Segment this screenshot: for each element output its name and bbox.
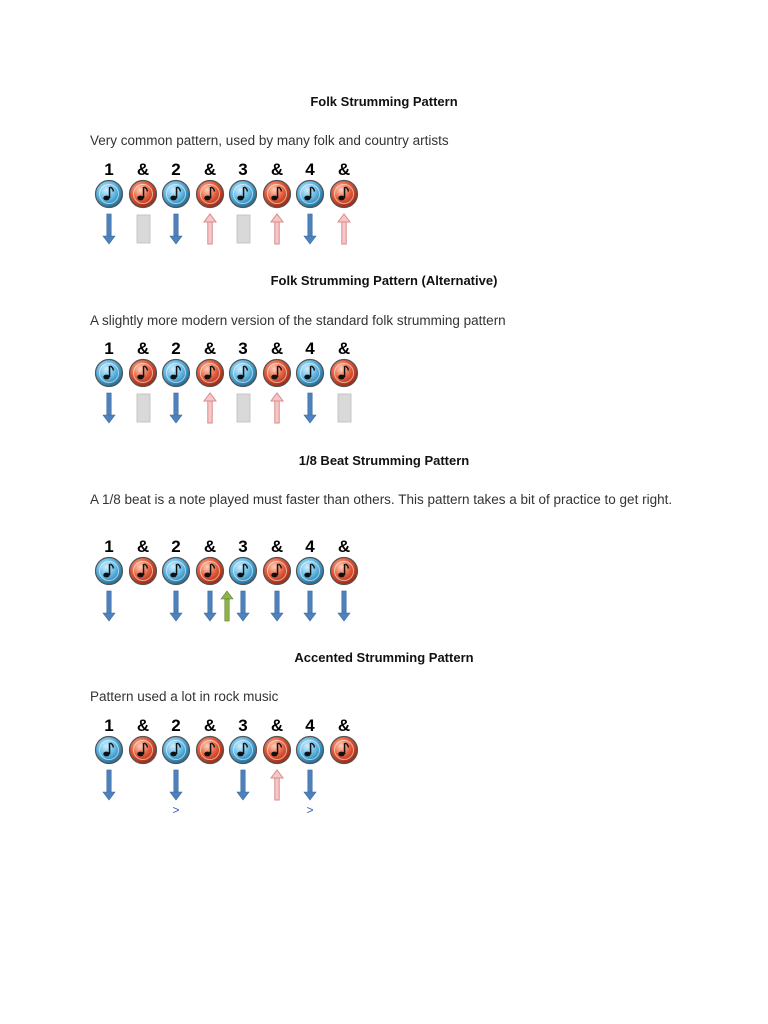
beat-label: 4 — [305, 537, 315, 556]
rest-box-icon — [327, 391, 361, 425]
red-note-ball-icon — [262, 556, 292, 586]
blue-note-ball-icon — [94, 358, 124, 388]
beat-label: 3 — [238, 716, 248, 735]
beat-label: & — [203, 339, 217, 358]
beat-label: & — [136, 160, 150, 179]
strum-pattern — [93, 716, 363, 816]
blue-note-ball-icon — [228, 179, 258, 209]
down-arrow-icon — [293, 768, 327, 802]
red-note-ball-icon — [329, 735, 359, 765]
blue-note-ball-icon — [161, 358, 191, 388]
section-description: Very common pattern, used by many folk and country artists — [90, 133, 449, 148]
down-arrow-icon — [260, 589, 294, 623]
beat-label: 4 — [305, 339, 315, 358]
down-arrow-icon — [159, 589, 193, 623]
beat-label: 3 — [238, 339, 248, 358]
red-note-ball-icon — [329, 556, 359, 586]
beat-label: & — [270, 160, 284, 179]
red-note-ball-icon — [128, 735, 158, 765]
down-arrow-icon — [92, 391, 126, 425]
strum-pattern — [93, 160, 363, 260]
beat-label: 3 — [238, 537, 248, 556]
beat-label: 3 — [238, 160, 248, 179]
red-note-ball-icon — [329, 358, 359, 388]
beat-label: 2 — [171, 160, 181, 179]
down-arrow-icon — [92, 768, 126, 802]
up-arrow-icon — [193, 391, 227, 425]
empty-strum-slot — [327, 768, 361, 802]
rest-box-icon — [126, 391, 160, 425]
beat-label: 1 — [104, 716, 114, 735]
down-arrow-icon — [226, 768, 260, 802]
beat-label: 1 — [104, 537, 114, 556]
down-arrow-icon — [293, 589, 327, 623]
down-arrow-icon — [159, 768, 193, 802]
up-arrow-icon — [260, 212, 294, 246]
section-description: A 1/8 beat is a note played must faster than others. This pattern takes a bit of practice to get right. — [90, 492, 673, 507]
beat-label: & — [203, 160, 217, 179]
section-title: Folk Strumming Pattern — [310, 94, 458, 109]
section-description: Pattern used a lot in rock music — [90, 689, 279, 704]
blue-note-ball-icon — [228, 735, 258, 765]
blue-note-ball-icon — [161, 556, 191, 586]
beat-label: & — [270, 339, 284, 358]
section-title: Accented Strumming Pattern — [294, 650, 474, 665]
beat-label: & — [337, 537, 351, 556]
up-arrow-icon — [260, 768, 294, 802]
red-note-ball-icon — [195, 735, 225, 765]
beat-label: & — [270, 537, 284, 556]
red-note-ball-icon — [128, 179, 158, 209]
red-note-ball-icon — [262, 179, 292, 209]
red-note-ball-icon — [195, 358, 225, 388]
blue-note-ball-icon — [228, 556, 258, 586]
blue-note-ball-icon — [94, 735, 124, 765]
up-arrow-icon — [193, 212, 227, 246]
accent-mark: > — [306, 803, 314, 817]
down-arrow-icon — [293, 212, 327, 246]
section-title: 1/8 Beat Strumming Pattern — [298, 453, 470, 468]
beat-label: & — [136, 339, 150, 358]
red-note-ball-icon — [262, 358, 292, 388]
blue-note-ball-icon — [94, 179, 124, 209]
beat-label: & — [136, 537, 150, 556]
beat-label: 2 — [171, 716, 181, 735]
rest-box-icon — [226, 391, 260, 425]
section-title: Folk Strumming Pattern (Alternative) — [270, 273, 498, 288]
beat-label: & — [203, 537, 217, 556]
beat-label: 1 — [104, 339, 114, 358]
down-arrow-icon — [327, 589, 361, 623]
down-arrow-icon — [159, 212, 193, 246]
blue-note-ball-icon — [295, 556, 325, 586]
beat-label: 1 — [104, 160, 114, 179]
down-arrow-icon — [92, 589, 126, 623]
beat-label: 2 — [171, 537, 181, 556]
beat-label: & — [337, 160, 351, 179]
empty-strum-slot — [193, 768, 227, 802]
blue-note-ball-icon — [228, 358, 258, 388]
down-arrow-icon — [159, 391, 193, 425]
blue-note-ball-icon — [94, 556, 124, 586]
beat-label: & — [270, 716, 284, 735]
blue-note-ball-icon — [295, 358, 325, 388]
down-and-eighth-up-arrow-icon — [193, 589, 227, 623]
beat-label: & — [203, 716, 217, 735]
red-note-ball-icon — [128, 358, 158, 388]
beat-label: 4 — [305, 716, 315, 735]
accent-mark: > — [172, 803, 180, 817]
blue-note-ball-icon — [295, 179, 325, 209]
blue-note-ball-icon — [295, 735, 325, 765]
strum-pattern — [93, 537, 363, 637]
beat-label: & — [337, 716, 351, 735]
up-arrow-icon — [260, 391, 294, 425]
strum-pattern — [93, 339, 363, 439]
blue-note-ball-icon — [161, 735, 191, 765]
down-arrow-icon — [226, 589, 260, 623]
beat-label: 4 — [305, 160, 315, 179]
red-note-ball-icon — [262, 735, 292, 765]
red-note-ball-icon — [329, 179, 359, 209]
empty-strum-slot — [126, 589, 160, 623]
rest-box-icon — [126, 212, 160, 246]
red-note-ball-icon — [195, 179, 225, 209]
beat-label: 2 — [171, 339, 181, 358]
up-arrow-icon — [327, 212, 361, 246]
beat-label: & — [136, 716, 150, 735]
beat-label: & — [337, 339, 351, 358]
rest-box-icon — [226, 212, 260, 246]
down-arrow-icon — [293, 391, 327, 425]
section-description: A slightly more modern version of the standard folk strumming pattern — [90, 313, 506, 328]
red-note-ball-icon — [195, 556, 225, 586]
empty-strum-slot — [126, 768, 160, 802]
down-arrow-icon — [92, 212, 126, 246]
red-note-ball-icon — [128, 556, 158, 586]
blue-note-ball-icon — [161, 179, 191, 209]
